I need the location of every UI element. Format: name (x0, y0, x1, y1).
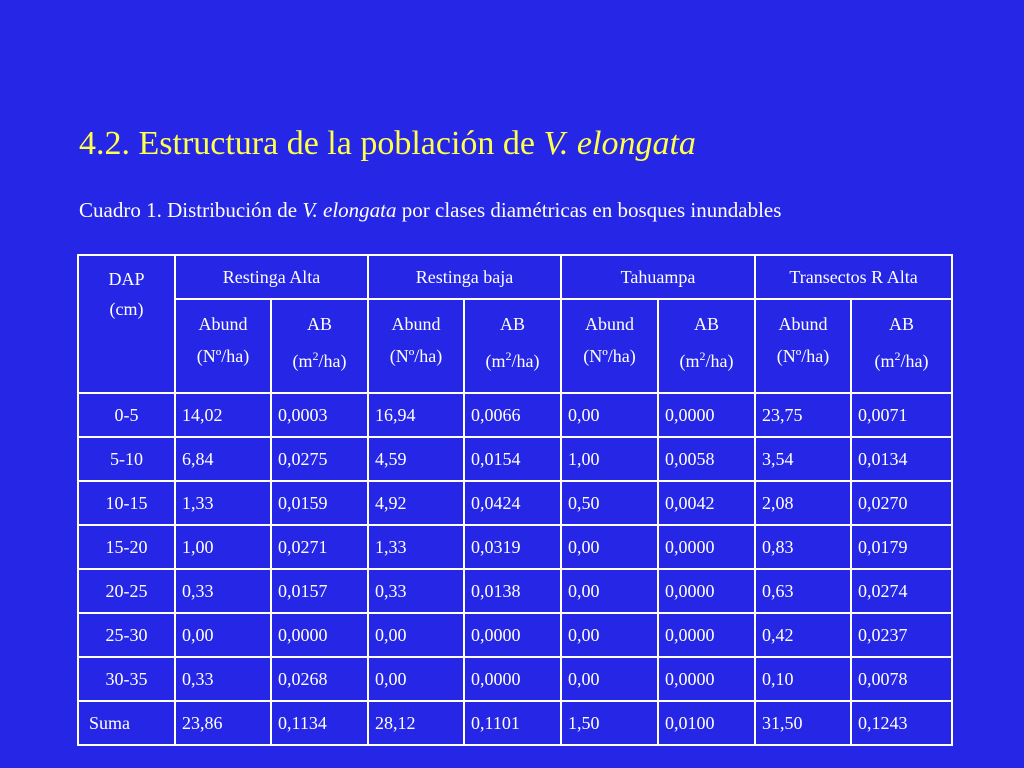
value-cell: 0,33 (368, 569, 464, 613)
value-cell: 0,0000 (658, 657, 755, 701)
caption-species: V. elongata (302, 198, 397, 222)
class-cell: 30-35 (78, 657, 175, 701)
group-header-transectos-r-alta: Transectos R Alta (755, 255, 952, 299)
title-species: V. elongata (543, 125, 696, 162)
header-row-sub (78, 299, 952, 393)
value-cell: 3,54 (755, 437, 851, 481)
value-cell: 0,0003 (271, 393, 368, 437)
ab-unit: $(m^2/ha)$ (874, 349, 929, 371)
value-cell: 4,59 (368, 437, 464, 481)
value-cell: 2,08 (755, 481, 851, 525)
table-caption (79, 196, 781, 224)
value-cell: 23,75 (755, 393, 851, 437)
subheader-ab (464, 299, 561, 393)
value-cell: 0,1134 (271, 701, 368, 745)
class-cell: Suma (78, 701, 175, 745)
ab-label: AB (306, 314, 332, 334)
value-cell: 0,0138 (464, 569, 561, 613)
value-cell: 0,0000 (464, 613, 561, 657)
caption-prefix: Cuadro 1. Distribución de (79, 198, 303, 222)
value-cell: 0,42 (755, 613, 851, 657)
value-cell: 0,0237 (851, 613, 952, 657)
value-cell: 0,0268 (271, 657, 368, 701)
value-cell: 0,0000 (271, 613, 368, 657)
abund-label: Abund (585, 314, 635, 334)
slide-title (79, 120, 696, 168)
value-cell: 6,84 (175, 437, 271, 481)
subheader-abund (175, 299, 271, 393)
value-cell: 31,50 (755, 701, 851, 745)
ab-label: AB (889, 314, 915, 334)
value-cell: 0,0100 (658, 701, 755, 745)
value-cell: 0,0275 (271, 437, 368, 481)
group-header-restinga-baja: Restinga baja (368, 255, 561, 299)
value-cell: 0,83 (755, 525, 851, 569)
subheader-abund (755, 299, 851, 393)
value-cell: 0,50 (561, 481, 658, 525)
abund-label: Abund (778, 314, 828, 334)
class-cell: 10-15 (78, 481, 175, 525)
value-cell: 0,0274 (851, 569, 952, 613)
value-cell: 28,12 (368, 701, 464, 745)
value-cell: 0,0000 (658, 613, 755, 657)
abund-unit: (Nº/ha) (389, 346, 443, 366)
title-text: 4.2. Estructura de la población de (79, 125, 544, 162)
class-cell: 20-25 (78, 569, 175, 613)
value-cell: 0,00 (561, 613, 658, 657)
value-cell: 0,00 (368, 657, 464, 701)
value-cell: 0,0000 (658, 569, 755, 613)
value-cell: 0,0058 (658, 437, 755, 481)
group-header-tahuampa: Tahuampa (561, 255, 755, 299)
ab-unit: $(m^2/ha)$ (485, 349, 540, 371)
diameter-class-table (77, 254, 953, 746)
table-body (78, 393, 952, 745)
value-cell: 1,33 (175, 481, 271, 525)
subheader-abund (561, 299, 658, 393)
value-cell: 16,94 (368, 393, 464, 437)
value-cell: 0,0154 (464, 437, 561, 481)
value-cell: 0,00 (561, 657, 658, 701)
value-cell: 1,33 (368, 525, 464, 569)
table-row (78, 613, 952, 657)
class-cell: 0-5 (78, 393, 175, 437)
value-cell: 0,0066 (464, 393, 561, 437)
value-cell: 0,00 (368, 613, 464, 657)
value-cell: 0,0424 (464, 481, 561, 525)
abund-label: Abund (391, 314, 441, 334)
value-cell: 0,00 (561, 569, 658, 613)
table-row (78, 657, 952, 701)
value-cell: 0,33 (175, 569, 271, 613)
table-row (78, 569, 952, 613)
header-row-groups (78, 255, 952, 299)
value-cell: 1,00 (175, 525, 271, 569)
group-header-restinga-alta: Restinga Alta (175, 255, 368, 299)
abund-label: Abund (198, 314, 248, 334)
abund-unit: (Nº/ha) (583, 346, 636, 366)
ab-label: AB (694, 314, 720, 334)
value-cell: 0,0271 (271, 525, 368, 569)
value-cell: 14,02 (175, 393, 271, 437)
table-row (78, 525, 952, 569)
value-cell: 1,50 (561, 701, 658, 745)
value-cell: 0,00 (175, 613, 271, 657)
ab-label: AB (500, 314, 526, 334)
value-cell: 0,10 (755, 657, 851, 701)
table-row (78, 481, 952, 525)
ab-unit: $(m^2/ha)$ (679, 349, 734, 371)
value-cell: 0,0270 (851, 481, 952, 525)
value-cell: 0,1101 (464, 701, 561, 745)
subheader-abund (368, 299, 464, 393)
abund-unit: (Nº/ha) (196, 346, 250, 366)
ab-unit: $(m^2/ha)$ (292, 349, 347, 371)
subheader-ab (851, 299, 952, 393)
class-cell: 15-20 (78, 525, 175, 569)
value-cell: 0,1243 (851, 701, 952, 745)
value-cell: 0,00 (561, 393, 658, 437)
value-cell: 0,0000 (658, 525, 755, 569)
value-cell: 0,63 (755, 569, 851, 613)
value-cell: 0,0042 (658, 481, 755, 525)
table-row (78, 701, 952, 745)
value-cell: 0,0071 (851, 393, 952, 437)
value-cell: 0,0078 (851, 657, 952, 701)
value-cell: 0,00 (561, 525, 658, 569)
value-cell: 4,92 (368, 481, 464, 525)
table-row (78, 393, 952, 437)
value-cell: 0,0319 (464, 525, 561, 569)
dap-unit: (cm) (109, 299, 144, 319)
dap-header (78, 255, 175, 393)
table-row (78, 437, 952, 481)
caption-suffix: por clases diamétricas en bosques inundables (396, 198, 782, 222)
value-cell: 0,0000 (464, 657, 561, 701)
value-cell: 0,0000 (658, 393, 755, 437)
subheader-ab (271, 299, 368, 393)
value-cell: 0,0157 (271, 569, 368, 613)
class-cell: 5-10 (78, 437, 175, 481)
value-cell: 0,33 (175, 657, 271, 701)
value-cell: 0,0179 (851, 525, 952, 569)
value-cell: 0,0159 (271, 481, 368, 525)
subheader-ab (658, 299, 755, 393)
abund-unit: (Nº/ha) (776, 346, 830, 366)
value-cell: 1,00 (561, 437, 658, 481)
value-cell: 23,86 (175, 701, 271, 745)
class-cell: 25-30 (78, 613, 175, 657)
value-cell: 0,0134 (851, 437, 952, 481)
dap-label: DAP (108, 269, 145, 289)
